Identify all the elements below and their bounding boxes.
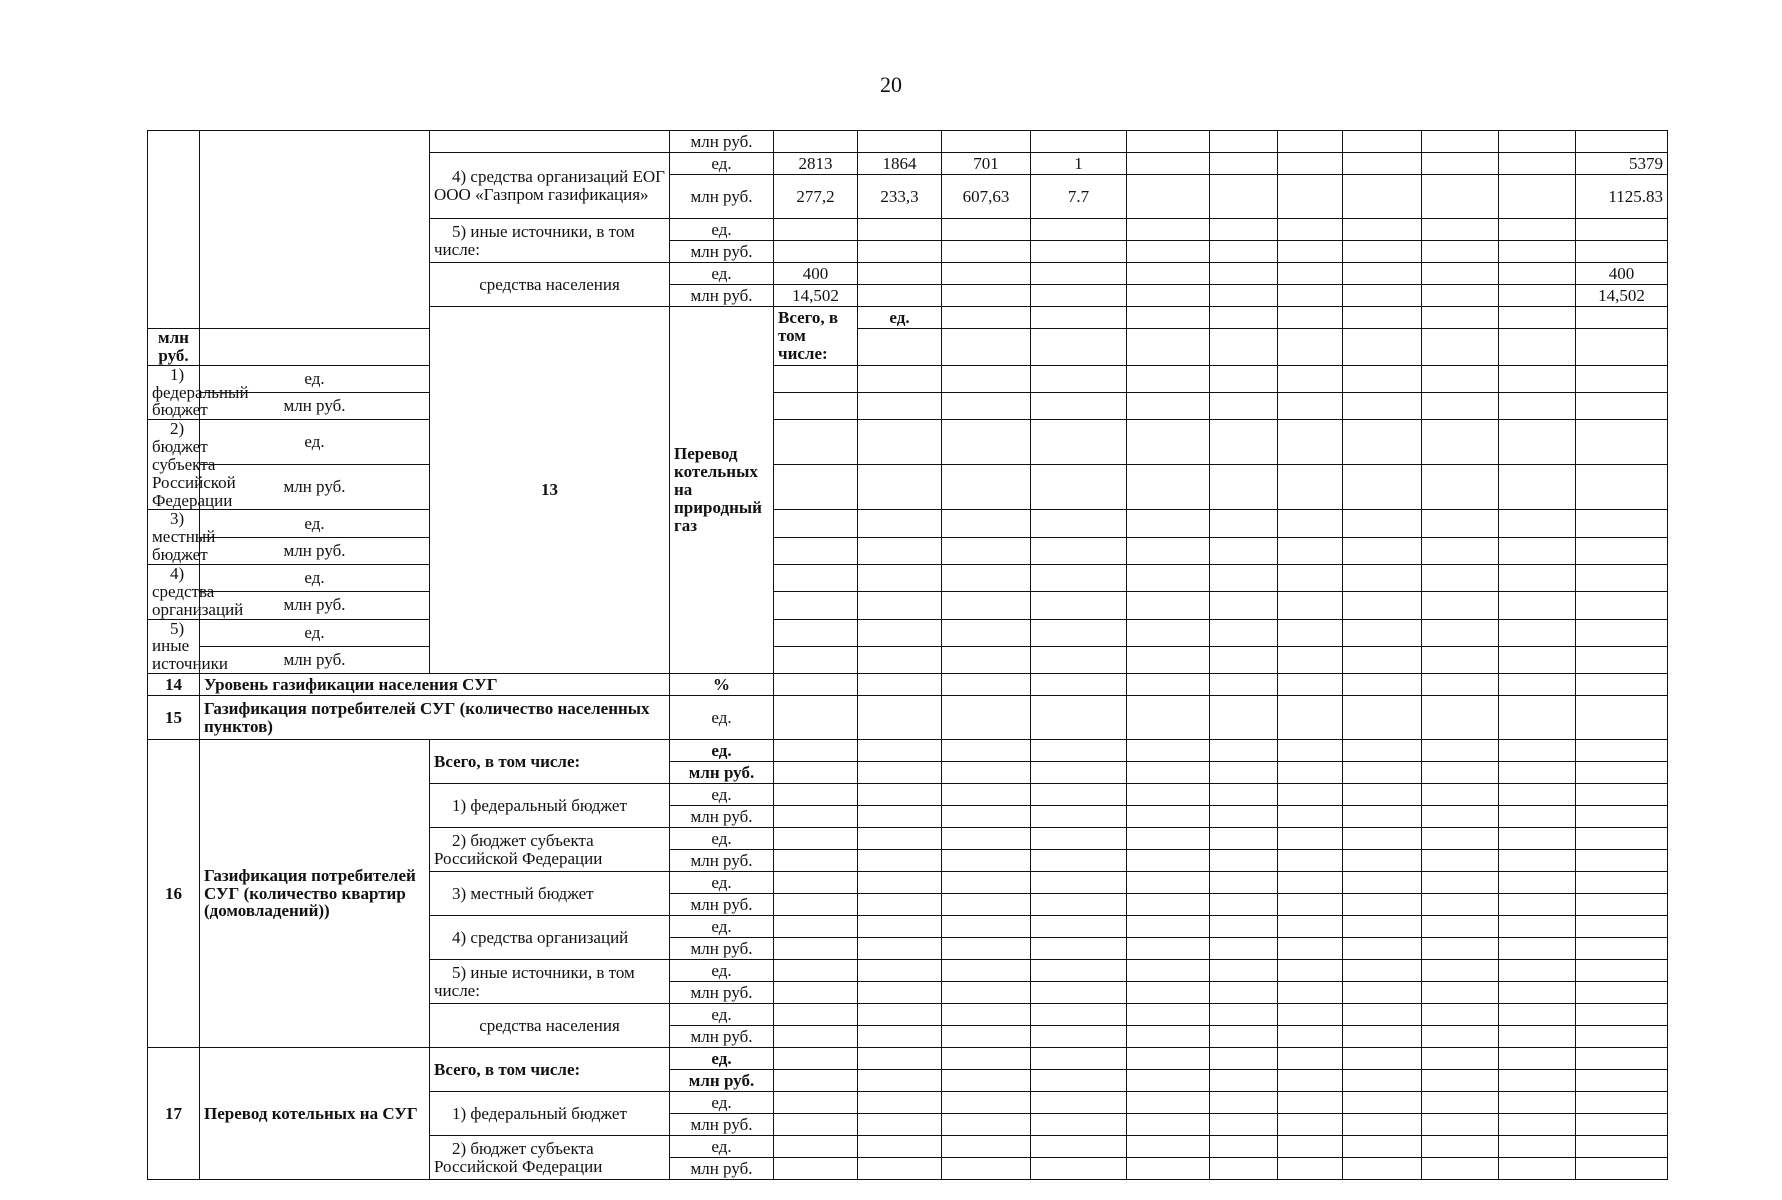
unit-cell: млн руб. [670,131,774,153]
unit-cell: млн руб. [670,762,774,784]
value-cell [1278,153,1343,175]
table-row [148,329,1668,366]
source-cell: средства населения [430,1004,670,1048]
unit-cell: ед. [670,784,774,806]
row-number-cell: 14 [148,674,200,696]
unit-cell: ед. [200,619,430,646]
value-cell: 14,502 [774,285,858,307]
indicator-name-cell: Уровень газификации населения СУГ [200,674,670,696]
unit-cell: ед. [670,960,774,982]
unit-cell: ед. [670,740,774,762]
table-row [148,696,1668,740]
unit-cell: ед. [200,564,430,591]
total-value-cell: 1125.83 [1576,175,1668,219]
table-row [148,740,1668,762]
source-cell: 4) средства организаций ЕОГ ООО «Газпром газификация» [430,153,670,219]
source-cell: Всего, в том числе: [774,307,858,366]
unit-cell: млн руб. [670,806,774,828]
row-number-cell: 16 [148,740,200,1048]
total-value-cell: 400 [1576,263,1668,285]
unit-cell: ед. [670,1136,774,1158]
source-cell: 1) федеральный бюджет [430,1092,670,1136]
value-cell [1343,175,1422,219]
source-cell: 1) федеральный бюджет [148,365,200,420]
unit-cell: млн руб. [200,465,430,510]
table-row [148,537,1668,564]
source-cell: 2) бюджет субъекта Российской Федерации [148,420,200,510]
source-cell: 3) местный бюджет [148,510,200,565]
unit-cell: млн руб. [148,329,200,366]
indicator-name-cell [200,131,430,329]
source-cell: средства населения [430,263,670,307]
table-row [148,510,1668,537]
unit-cell: млн руб. [670,285,774,307]
indicator-name-cell: Газификация потребителей СУГ (количество квартир (домовладений)) [200,740,430,1048]
source-cell: 5) иные источники, в том числе: [430,960,670,1004]
indicator-name-cell: Газификация потребителей СУГ (количество населенных пунктов) [200,696,670,740]
row-number-cell: 13 [430,307,670,674]
value-cell: 607,63 [942,175,1031,219]
unit-cell: ед. [670,916,774,938]
source-cell [430,131,670,153]
value-cell [1210,175,1278,219]
table-row [148,465,1668,510]
total-value-cell: 14,502 [1576,285,1668,307]
unit-cell: млн руб. [670,1070,774,1092]
unit-cell: ед. [670,872,774,894]
unit-cell: млн руб. [670,982,774,1004]
unit-cell: млн руб. [670,894,774,916]
value-cell [1422,153,1499,175]
unit-cell: млн руб. [670,241,774,263]
gasification-table [147,130,1668,1180]
unit-cell: млн руб. [670,175,774,219]
unit-cell: ед. [670,219,774,241]
source-cell: 5) иные источники [148,619,200,674]
source-cell: 4) средства организаций [148,564,200,619]
source-cell: 1) федеральный бюджет [430,784,670,828]
value-cell [1210,153,1278,175]
unit-cell: ед. [200,420,430,465]
unit-cell: ед. [670,153,774,175]
row-number-cell: 17 [148,1048,200,1180]
unit-cell: ед. [670,1092,774,1114]
source-cell: 2) бюджет субъекта Российской Федерации [430,828,670,872]
total-value-cell: 5379 [1576,153,1668,175]
indicator-name-cell: Перевод котельных на природный газ [670,307,774,674]
value-cell [1278,175,1343,219]
unit-cell: ед. [670,263,774,285]
row-number-cell: 15 [148,696,200,740]
unit-cell: млн руб. [200,537,430,564]
value-cell [1127,153,1210,175]
unit-cell: ед. [200,365,430,392]
table-body [148,131,1668,1180]
value-cell: 233,3 [858,175,942,219]
source-cell: 4) средства организаций [430,916,670,960]
unit-cell: млн руб. [200,592,430,619]
value-cell [1499,175,1576,219]
source-cell: 2) бюджет субъекта Российской Федерации [430,1136,670,1180]
table-row [148,420,1668,465]
table-row [148,365,1668,392]
unit-cell: % [670,674,774,696]
value-cell: 1 [1031,153,1127,175]
source-cell: 3) местный бюджет [430,872,670,916]
unit-cell: млн руб. [670,938,774,960]
unit-cell: млн руб. [670,850,774,872]
table-row [148,592,1668,619]
value-cell: 400 [774,263,858,285]
table-row [148,1048,1668,1070]
unit-cell: млн руб. [670,1026,774,1048]
unit-cell: ед. [670,1004,774,1026]
unit-cell: млн руб. [670,1158,774,1180]
table-row [148,131,1668,153]
value-cell: 701 [942,153,1031,175]
source-cell: Всего, в том числе: [430,1048,670,1092]
value-cell: 277,2 [774,175,858,219]
page-number: 20 [880,72,902,97]
table-row [148,564,1668,591]
value-cell [1499,153,1576,175]
value-cell [1127,175,1210,219]
row-number-cell [148,131,200,329]
value-cell [1343,153,1422,175]
source-cell: 5) иные источники, в том числе: [430,219,670,263]
unit-cell: млн руб. [200,392,430,419]
value-cell: 2813 [774,153,858,175]
table-row [148,674,1668,696]
unit-cell: ед. [670,696,774,740]
unit-cell: ед. [670,828,774,850]
unit-cell: млн руб. [200,646,430,673]
value-cell: 1864 [858,153,942,175]
source-cell: Всего, в том числе: [430,740,670,784]
unit-cell: ед. [670,1048,774,1070]
unit-cell: млн руб. [670,1114,774,1136]
unit-cell: ед. [858,307,942,329]
table-row [148,646,1668,673]
table-row [148,619,1668,646]
indicator-name-cell: Перевод котельных на СУГ [200,1048,430,1180]
unit-cell: ед. [200,510,430,537]
value-cell [1422,175,1499,219]
table-row [148,392,1668,419]
value-cell: 7.7 [1031,175,1127,219]
